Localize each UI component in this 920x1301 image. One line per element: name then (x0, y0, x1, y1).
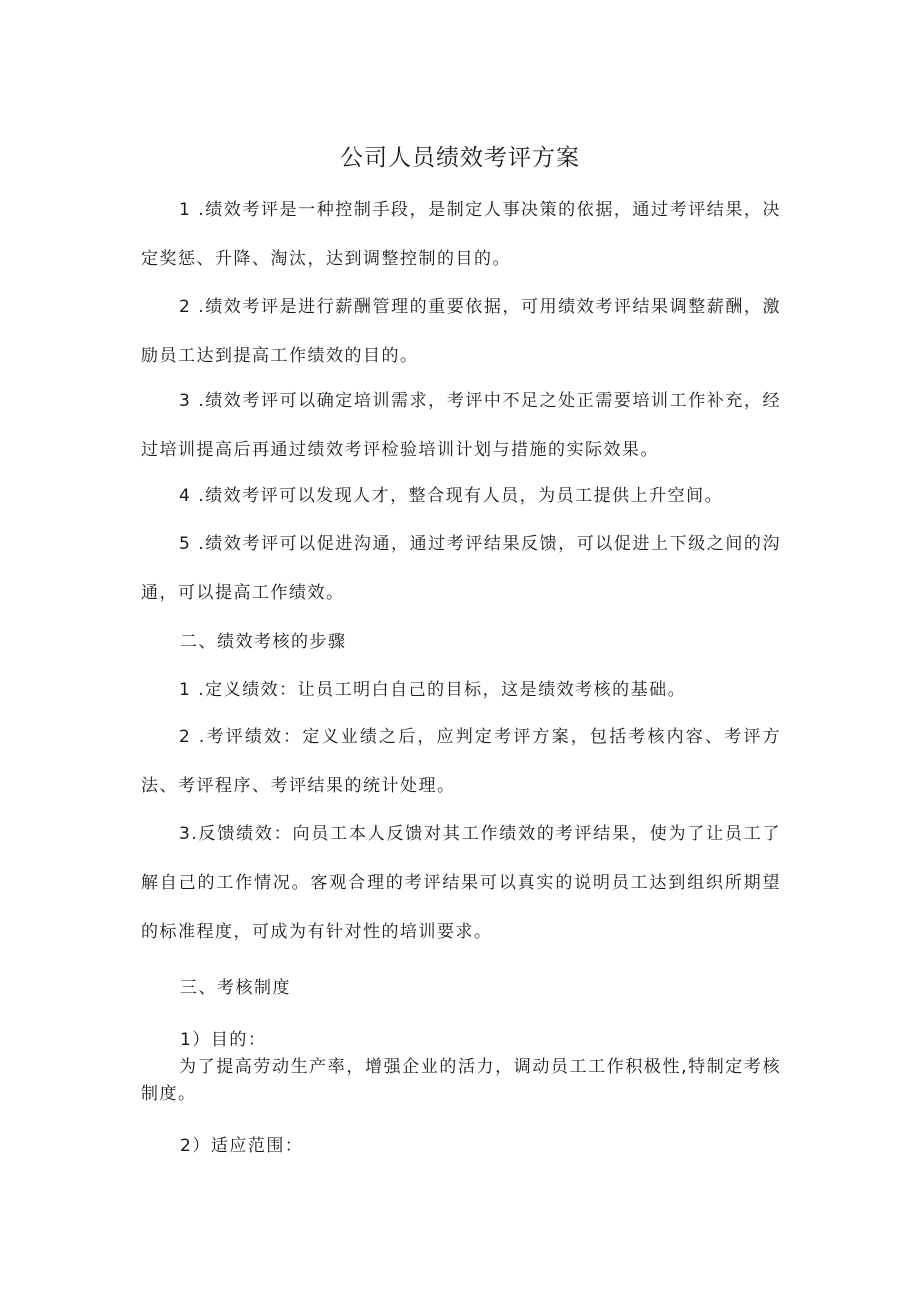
step-feedback-performance: 3.反馈绩效：向员工本人反馈对其工作绩效的考评结果，使为了让员工了解自己的工作情况。客观合理的考评结果可以真实的说明员工达到组织所期望的标准程度，可成为有针对性的培训要求。 (141, 824, 781, 942)
section-heading-system: 三、考核制度 (180, 978, 291, 998)
step-define-performance: 1 .定义绩效：让员工明白自己的目标，这是绩效考核的基础。 (179, 680, 687, 700)
section-heading-steps: 二、绩效考核的步骤 (180, 632, 347, 652)
system-item-purpose: 1）目的： (180, 1030, 267, 1050)
paragraph-2: 2 .绩效考评是进行薪酬管理的重要依据，可用绩效考评结果调整薪酬，激励员工达到提高工作绩效的目的。 (141, 297, 781, 366)
system-item-scope: 2）适应范围： (180, 1136, 304, 1156)
paragraph-1: 1 .绩效考评是一种控制手段，是制定人事决策的依据，通过考评结果，决定奖惩、升降、淘汰，达到调整控制的目的。 (141, 200, 781, 269)
paragraph-5: 5 .绩效考评可以促进沟通，通过考评结果反馈，可以促进上下级之间的沟通，可以提高工作绩效。 (141, 534, 781, 603)
paragraph-4: 4 .绩效考评可以发现人才，整合现有人员，为员工提供上升空间。 (179, 486, 724, 506)
document-title: 公司人员绩效考评方案 (340, 145, 580, 171)
paragraph-3: 3 .绩效考评可以确定培训需求，考评中不足之处正需要培训工作补充，经过培训提高后再通过绩效考评检验培训计划与措施的实际效果。 (141, 391, 781, 460)
step-evaluate-performance: 2 .考评绩效：定义业绩之后，应判定考评方案，包括考核内容、考评方法、考评程序、考评结果的统计处理。 (141, 727, 781, 796)
system-purpose-text: 为了提高劳动生产率，增强企业的活力，调动员工工作积极性,特制定考核制度。 (141, 1057, 781, 1104)
